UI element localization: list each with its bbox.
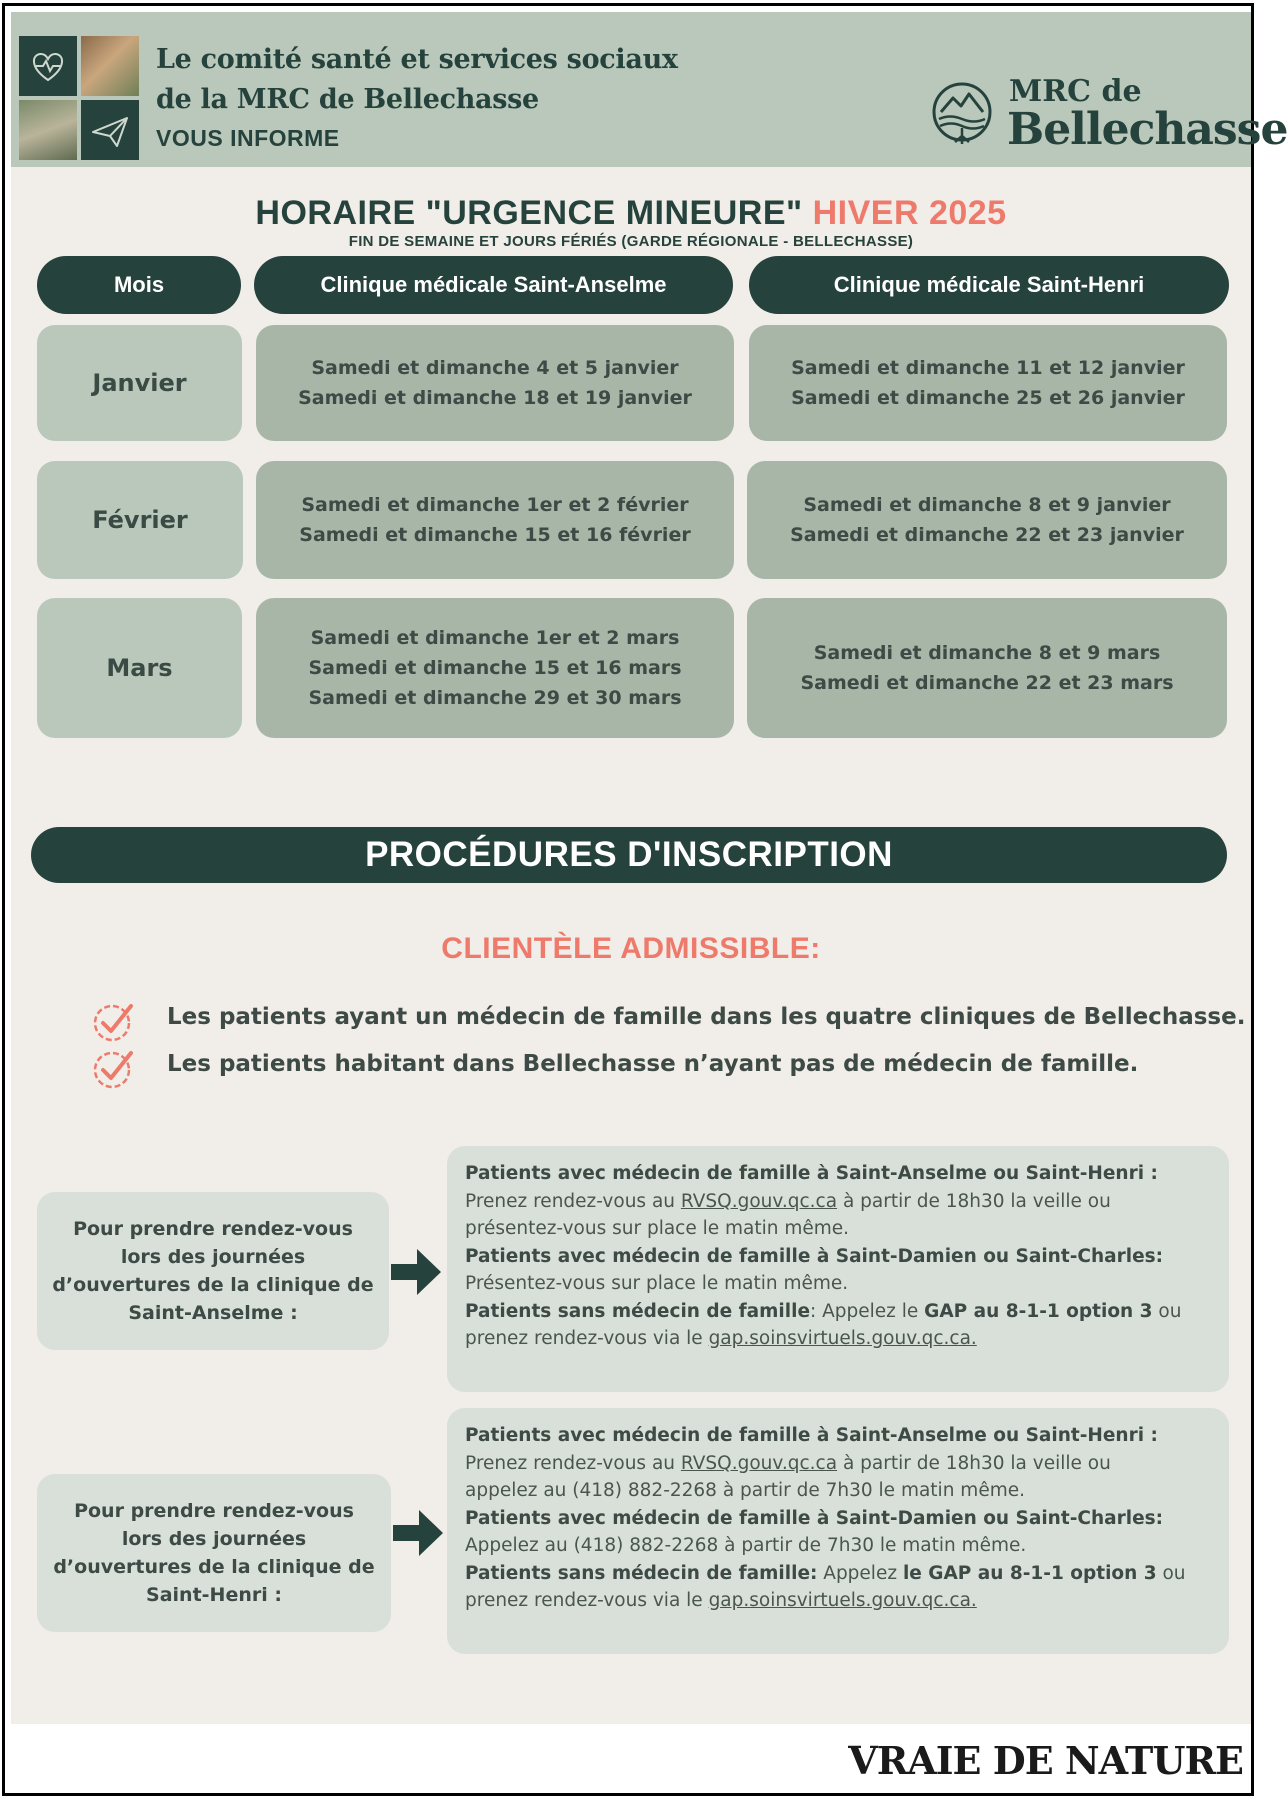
paper-plane-icon [81,100,139,160]
gap-link[interactable]: gap.soinsvirtuels.gouv.qc.ca. [708,1328,977,1349]
label-line: Saint-Anselme : [128,1302,298,1324]
month-mars [37,598,242,738]
date-line: Samedi et dimanche 1er et 2 mars [310,627,680,649]
header-line-2: de la MRC de Bellechasse [156,84,539,115]
label-line: d’ouvertures de la clinique de [52,1274,374,1296]
text: Prenez rendez-vous au [465,1452,681,1474]
text: prenez rendez-vous via le [465,1590,709,1611]
criterion-1 [91,998,1246,1044]
text: Prenez rendez-vous au [465,1190,681,1212]
group-title: Patients sans médecin de famille [465,1300,811,1322]
family-photo [81,36,139,96]
group-title: Patients avec médecin de famille à Saint-Damien ou Saint-Charles: [465,1245,1164,1267]
month-label: Janvier [92,369,187,397]
text: à partir de 18h30 la veille ou [837,1452,1111,1474]
title-accent: HIVER 2025 [812,194,1007,232]
date-line: Samedi et dimanche 22 et 23 mars [800,672,1174,694]
rvsq-link[interactable]: RVSQ.gouv.qc.ca [680,1452,838,1474]
date-line: Samedi et dimanche 18 et 19 janvier [298,387,692,409]
label-line: d’ouvertures de la clinique de [53,1556,375,1578]
dates-henri-fevrier [747,461,1227,579]
gap-number: GAP au 8-1-1 option 3 [924,1300,1153,1322]
group-title: Patients sans médecin de famille: [465,1562,818,1584]
text: présentez-vous sur place le matin même. [465,1218,850,1239]
hikers-photo [19,100,77,160]
info-henri [447,1408,1229,1654]
footer-brand: VRAIE DE NATURE [848,1738,1243,1783]
dates-anselme-janvier [256,325,734,441]
arrow-right-icon [391,1247,443,1297]
poster [11,12,1287,1724]
group-title: Patients avec médecin de famille à Saint-Anselme ou Saint-Henri : [465,1163,1158,1184]
mrc-logo [931,72,1287,162]
title-main: HORAIRE "URGENCE MINEURE" [255,194,803,232]
date-line: Samedi et dimanche 1er et 2 février [301,494,689,516]
text: appelez au (418) 882-2268 à partir de 7h30 le matin même. [465,1480,1025,1501]
label-line: Saint-Henri : [146,1584,282,1606]
schedule-subtitle: FIN DE SEMAINE ET JOURS FÉRIÉS (GARDE RÉGIONALE - BELLECHASSE) [348,233,914,250]
header-line-1: Le comité santé et services sociaux [156,44,678,75]
label-henri [37,1474,391,1632]
dates-henri-janvier [749,325,1227,441]
logo-text-big: Bellechasse [1007,104,1287,155]
gap-number: le GAP au 8-1-1 option 3 [902,1562,1157,1584]
text: Présentez-vous sur place le matin même. [465,1273,849,1294]
month-fevrier [37,461,243,579]
month-label: Février [92,506,188,534]
month-janvier [37,325,242,441]
date-line: Samedi et dimanche 8 et 9 mars [813,642,1161,664]
arrow-right-icon [393,1508,445,1558]
group-title: Patients avec médecin de famille à Saint-Damien ou Saint-Charles: [465,1507,1164,1529]
text: ou [1152,1300,1182,1322]
label-anselme [37,1192,389,1350]
admissible-title: CLIENTÈLE ADMISSIBLE: [441,932,821,965]
date-line: Samedi et dimanche 15 et 16 mars [308,657,682,679]
text: prenez rendez-vous via le [465,1328,709,1349]
check-badge-icon [91,1045,137,1091]
logo-text-small: MRC de [1009,74,1142,109]
criterion-text: Les patients habitant dans Bellechasse n’ayant pas de médecin de famille. [167,1051,1139,1077]
check-badge-icon [91,998,137,1044]
page-frame [2,3,1287,1796]
text: : Appelez le [810,1300,925,1322]
date-line: Samedi et dimanche 15 et 16 février [299,524,691,546]
schedule-title [11,194,1251,233]
label-line: Pour prendre rendez-vous [73,1218,353,1240]
rvsq-link[interactable]: RVSQ.gouv.qc.ca [680,1190,838,1212]
month-label: Mars [106,654,173,682]
text: Appelez [817,1562,903,1584]
photo-collage [19,36,139,160]
header-line-3: VOUS INFORME [156,125,340,151]
date-line: Samedi et dimanche 11 et 12 janvier [791,357,1185,379]
header-month: Mois [37,256,241,314]
header-saint-henri: Clinique médicale Saint-Henri [749,256,1229,314]
label-line: Pour prendre rendez-vous [74,1500,354,1522]
header-text [156,40,678,156]
criterion-text: Les patients ayant un médecin de famille dans les quatre cliniques de Bellechasse. [167,1004,1246,1030]
label-line: lors des journées [120,1246,306,1268]
criterion-2 [91,1045,1191,1091]
header [11,12,1287,167]
heart-icon [19,36,77,96]
text: à partir de 18h30 la veille ou [837,1190,1111,1212]
date-line: Samedi et dimanche 8 et 9 janvier [803,494,1171,516]
date-line: Samedi et dimanche 25 et 26 janvier [791,387,1185,409]
info-anselme [447,1146,1229,1392]
header-saint-anselme: Clinique médicale Saint-Anselme [254,256,733,314]
group-title: Patients avec médecin de famille à Saint-Anselme ou Saint-Henri : [465,1425,1158,1446]
date-line: Samedi et dimanche 22 et 23 janvier [790,524,1184,546]
gap-link[interactable]: gap.soinsvirtuels.gouv.qc.ca. [708,1590,977,1611]
date-line: Samedi et dimanche 4 et 5 janvier [311,357,679,379]
label-line: lors des journées [121,1528,307,1550]
dates-anselme-fevrier [256,461,734,579]
procedures-banner: PROCÉDURES D'INSCRIPTION [31,827,1227,883]
mrc-emblem-icon [931,72,993,156]
text: Appelez au (418) 882-2268 à partir de 7h30 le matin même. [465,1535,1027,1556]
dates-anselme-mars [256,598,734,738]
text: ou [1156,1562,1186,1584]
date-line: Samedi et dimanche 29 et 30 mars [308,687,682,709]
dates-henri-mars [747,598,1227,738]
